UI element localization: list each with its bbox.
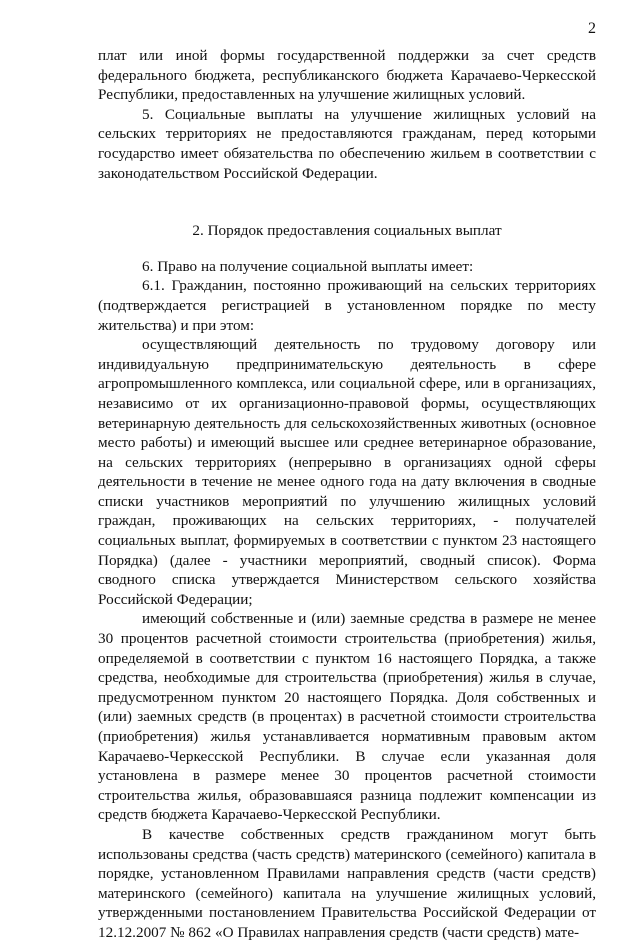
paragraph-6: 6. Право на получение социальной выплаты имеет:: [142, 257, 474, 275]
paragraph-continued: плат или иной формы государственной поддержки за счет средств федерального бюджета, республиканского бюджета Карачаево-Черкесской Республики, предоставленных на улучшение жилищных условий.: [98, 47, 596, 104]
paragraph-5: 5. Социальные выплаты на улучшение жилищных условий на сельских территориях не предоставляются гражданам, перед которыми государство имеет обязательства по обеспечению жильем в соответствии с законодательством Российской Федерации.: [98, 105, 596, 182]
document-body: [98, 46, 596, 943]
paragraph-maternity-capital: В качестве собственных средств гражданином могут быть использованы средства (часть средств) материнского (семейного) капитала в порядке, установленном Правилами направления средств (части средств) материнского (семейного) капитала на улучшение жилищных условий, утвержденными постановлением Правительства Российской Федерации от 12.12.2007 № 862 «О Правилах направления средств (части средств) мате-: [98, 825, 596, 941]
paragraph-condition-employment: осуществляющий деятельность по трудовому договору или индивидуальную предпринимательскую деятельность в сфере агропромышленного комплекса, или социальной сфере, или в организациях, независимо от их организационно-правовой формы, осуществляющих ветеринарную деятельность для сельскохозяйственных животных (основное место работы) и имеющий высшее или среднее ветеринарное образование, на сельских территориях (непрерывно в организациях одной сферы деятельности в течение не менее одного года на дату включения в сводные списки участников мероприятий по улучшению жилищных условий граждан, проживающих на сельских территориях, - получателей социальных выплат, формируемых в соответствии с пунктом 23 настоящего Порядка) (далее - участники мероприятий, сводный список). Форма сводного списка утверждается Министерством сельского хозяйства Российской Федерации;: [98, 336, 596, 608]
page-number: 2: [588, 20, 596, 37]
paragraph-6-1: 6.1. Гражданин, постоянно проживающий на сельских территориях (подтверждается регистрацией в установленном порядке по месту жительства) и при этом:: [98, 277, 596, 334]
paragraph-condition-funds: имеющий собственные и (или) заемные средства в размере не менее 30 процентов расчетной стоимости строительства (приобретения) жилья, определяемой в соответствии с пунктом 16 настоящего Порядка, а также средства, необходимые для строительства (приобретения) жилья в случае, предусмотренном пунктом 20 настоящего Порядка. Доля собственных и (или) заемных средств (в процентах) в расчетной стоимости строительства (приобретения) жилья устанавливается нормативным правовым актом Карачаево-Черкесской Республики. В случае если указанная доля установлена в размере менее 30 процентов расчетной стоимости строительства жилья, образовавшаяся разница подлежит компенсации из средств бюджета Карачаево-Черкесской Республики.: [98, 610, 596, 824]
section-heading: 2. Порядок предоставления социальных выплат: [192, 222, 502, 240]
